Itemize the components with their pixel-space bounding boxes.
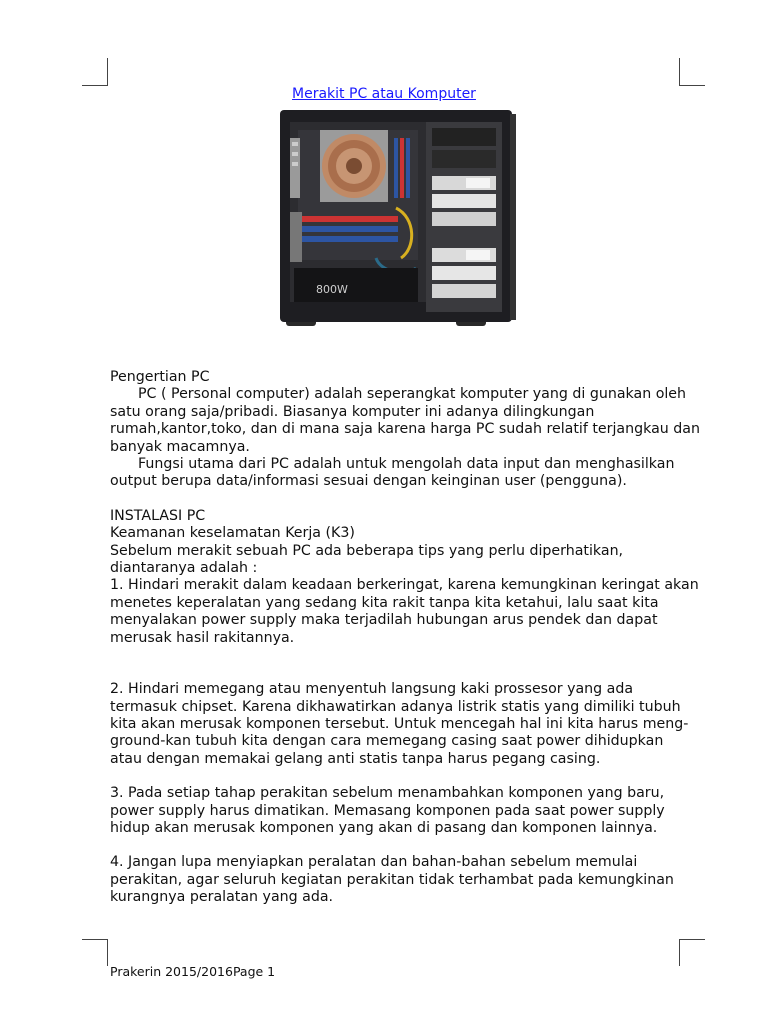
paragraph-line: banyak macamnya. bbox=[110, 438, 250, 455]
document-body bbox=[110, 369, 700, 907]
tip-line: perakitan, agar seluruh kegiatan perakitan tidak terhambat pada kemungkinan bbox=[110, 871, 674, 888]
tip-line: 4. Jangan lupa menyiapkan peralatan dan bahan-bahan sebelum memulai bbox=[110, 854, 638, 871]
crop-mark-bottom-left-horizontal bbox=[82, 939, 108, 940]
tip-line: menetes keperalatan yang sedang kita rakit tanpa kita ketahui, lalu saat kita bbox=[110, 594, 659, 611]
tip-line: kurangnya peralatan yang ada. bbox=[110, 889, 334, 906]
psu-label: 800W bbox=[316, 283, 348, 296]
paragraph-line: satu orang saja/pribadi. Biasanya komputer ini adanya dilingkungan bbox=[110, 403, 595, 420]
subheading-k3: Keamanan keselamatan Kerja (K3) bbox=[110, 525, 355, 542]
tip-line: kita akan merusak komponen tersebut. Untuk mencegah hal ini kita harus meng- bbox=[110, 715, 689, 732]
crop-mark-top-right-vertical bbox=[679, 58, 680, 85]
document-title bbox=[0, 86, 768, 102]
page-footer: Prakerin 2015/2016Page 1 bbox=[110, 964, 276, 979]
paragraph-line: diantaranya adalah : bbox=[110, 560, 258, 577]
paragraph-line: output berupa data/informasi sesuai dengan keinginan user (pengguna). bbox=[110, 473, 627, 490]
tip-line: hidup akan merusak komponen yang akan di pasang dan komponen lainnya. bbox=[110, 819, 658, 836]
tip-line: power supply harus dimatikan. Memasang komponen pada saat power supply bbox=[110, 802, 665, 819]
tip-line: merusak hasil rakitannya. bbox=[110, 629, 295, 646]
paragraph-line: Sebelum merakit sebuah PC ada beberapa tips yang perlu diperhatikan, bbox=[110, 542, 624, 559]
pc-case-image bbox=[276, 108, 516, 328]
tip-line: menyalakan power supply maka terjadilah hubungan arus pendek dan dapat bbox=[110, 612, 658, 629]
tip-line: ground-kan tubuh kita dengan cara memegang casing saat power dihidupkan bbox=[110, 733, 664, 750]
paragraph-line: rumah,kantor,toko, dan di mana saja karena harga PC sudah relatif terjangkau dan bbox=[110, 421, 700, 438]
section-heading-instalasi: INSTALASI PC bbox=[110, 507, 206, 524]
crop-mark-top-left-vertical bbox=[107, 58, 108, 85]
title-link[interactable]: Merakit PC atau Komputer bbox=[292, 86, 476, 102]
tip-line: 2. Hindari memegang atau menyentuh langsung kaki prossesor yang ada bbox=[110, 681, 634, 698]
crop-mark-bottom-right-vertical bbox=[679, 939, 680, 966]
crop-mark-bottom-left-vertical bbox=[107, 939, 108, 966]
tip-line: atau dengan memakai gelang anti statis tanpa harus pegang casing. bbox=[110, 750, 601, 767]
paragraph-line: PC ( Personal computer) adalah seperangkat komputer yang di gunakan oleh bbox=[138, 386, 687, 403]
tip-line: 3. Pada setiap tahap perakitan sebelum menambahkan komponen yang baru, bbox=[110, 785, 665, 802]
crop-mark-bottom-right-horizontal bbox=[679, 939, 705, 940]
section-heading-pengertian: Pengertian PC bbox=[110, 369, 210, 385]
tip-line: termasuk chipset. Karena dikhawatirkan adanya listrik statis yang dimiliki tubuh bbox=[110, 698, 681, 715]
tip-line: 1. Hindari merakit dalam keadaan berkeringat, karena kemungkinan keringat akan bbox=[110, 577, 699, 594]
paragraph-line: Fungsi utama dari PC adalah untuk mengolah data input dan menghasilkan bbox=[138, 456, 675, 473]
